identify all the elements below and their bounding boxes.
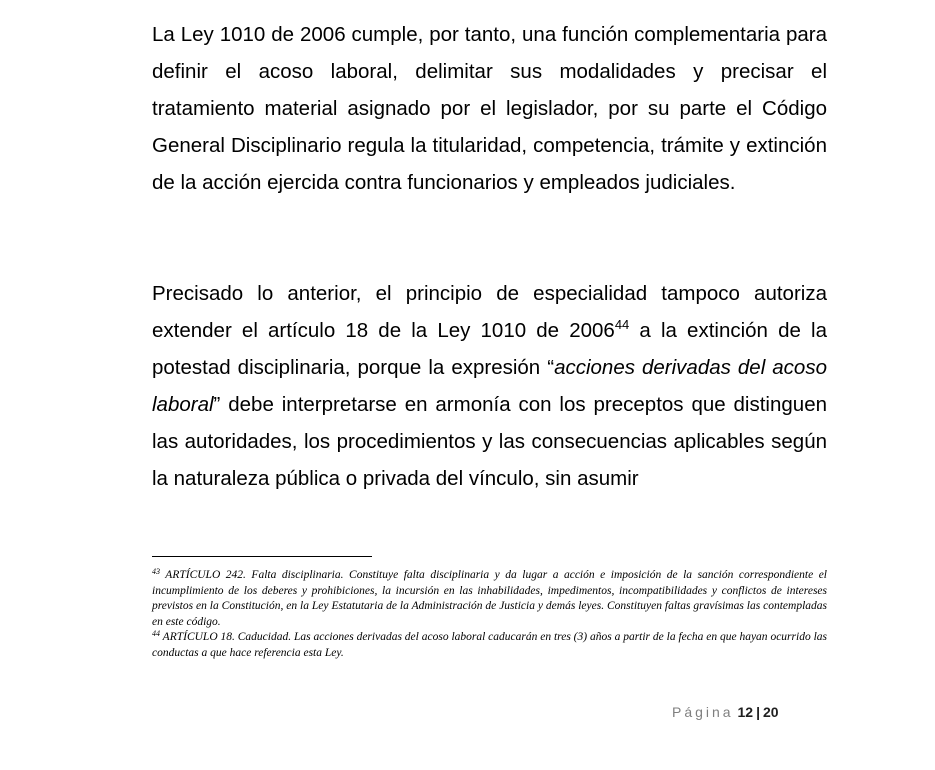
footnote-number: 43: [152, 567, 160, 576]
current-page-number: 12: [737, 704, 754, 720]
footnote-number: 44: [152, 629, 160, 638]
paragraph-2-part2: a la extinción de la potestad disciplinaria, porque la expresión “: [152, 319, 827, 379]
page-number-footer: [672, 702, 779, 722]
page-label: Página: [672, 704, 734, 720]
footnote-reference-44: 44: [614, 317, 630, 332]
paragraph-2-quote: acciones derivadas del acoso laboral: [152, 356, 827, 416]
body-paragraph-1: [152, 16, 827, 201]
paragraph-1-text: La Ley 1010 de 2006 cumple, por tanto, una función complementaria para definir el acoso laboral, delimitar sus modalidades y precisar el tratamiento material asignado por el legislador, por su parte el Código General Disciplinario regula la titularidad, competencia, trámite y extinción de la acción ejercida contra funcionarios y empleados judiciales.: [152, 23, 827, 194]
footnote-separator: [152, 556, 372, 557]
paragraph-2-part1: Precisado lo anterior, el principio de especialidad tampoco autoriza extender el artículo 18 de la Ley 1010 de 2006: [152, 282, 827, 342]
footnote-43: [152, 568, 827, 630]
paragraph-2-text: [152, 275, 827, 497]
paragraph-2-part3: ” debe interpretarse en armonía con los preceptos que distinguen las autoridades, los procedimientos y las consecuencias aplicables según la naturaleza pública o privada del vínculo, sin asumir: [152, 393, 827, 490]
footnote-44: [152, 630, 827, 661]
footnote-text: ARTÍCULO 242. Falta disciplinaria. Constituye falta disciplinaria y da lugar a acción e imposición de la sanción correspondiente el incumplimiento de los deberes y prohibiciones, la incursión en las inhabilidades, impedimentos, incompatibilidades y conflictos de intereses previstos en la Constitución, en la Ley Estatutaria de la Administración de Justicia y demás leyes. Constituyen faltas gravísimas las contempladas en este código.: [152, 569, 827, 628]
page-separator: |: [756, 704, 760, 720]
total-pages-number: 20: [762, 704, 779, 720]
body-paragraph-2: [152, 275, 827, 497]
footnote-text: ARTÍCULO 18. Caducidad. Las acciones derivadas del acoso laboral caducarán en tres (3) años a partir de la fecha en que hayan ocurrido las conductas a que hace referencia esta Ley.: [152, 631, 827, 659]
footnotes: [152, 568, 827, 661]
